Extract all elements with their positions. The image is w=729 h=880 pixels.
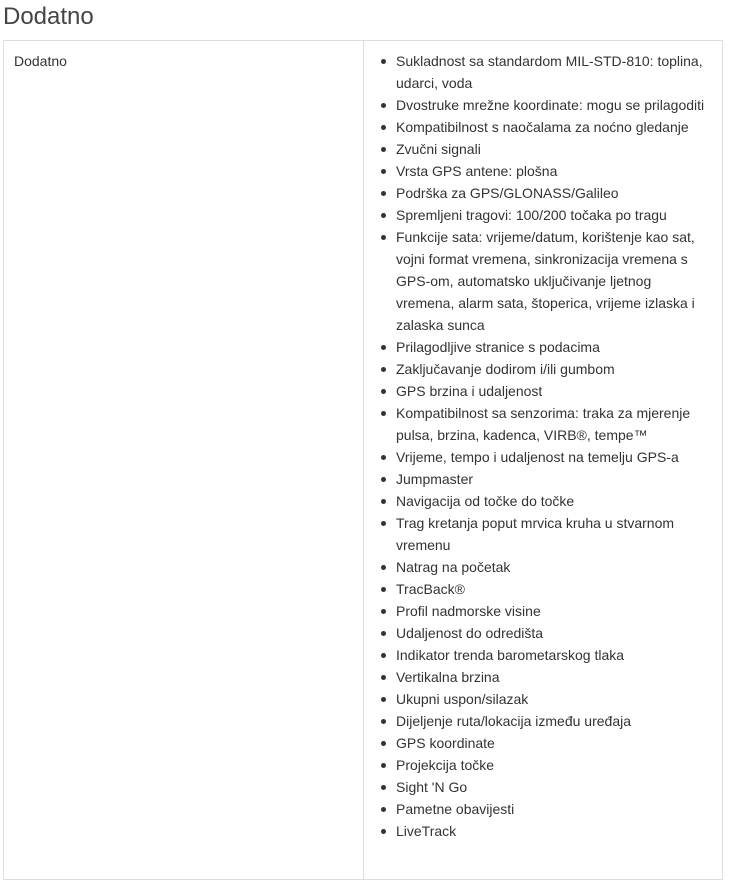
bullet-icon <box>381 829 386 834</box>
bullet-icon <box>381 169 386 174</box>
feature-list-item <box>396 578 712 600</box>
feature-list-item <box>396 776 712 798</box>
feature-list-item <box>396 336 712 358</box>
feature-text: Prilagodljive stranice s podacima <box>396 339 600 355</box>
feature-text: LiveTrack <box>396 823 457 839</box>
spec-label-cell <box>4 41 364 880</box>
feature-list-item <box>396 160 712 182</box>
feature-text: Vertikalna brzina <box>396 669 500 685</box>
bullet-icon <box>381 367 386 372</box>
feature-text: Profil nadmorske visine <box>396 603 541 619</box>
feature-list-item <box>396 204 712 226</box>
feature-text: Navigacija od točke do točke <box>396 493 575 509</box>
feature-text: TracBack® <box>396 581 465 597</box>
feature-text: GPS koordinate <box>396 735 495 751</box>
spec-table <box>3 40 723 880</box>
feature-list-item <box>396 446 712 468</box>
feature-list-item <box>396 94 712 116</box>
feature-list-item <box>396 138 712 160</box>
feature-text: Spremljeni tragovi: 100/200 točaka po tragu <box>396 207 667 223</box>
feature-text: Sight 'N Go <box>396 779 468 795</box>
bullet-icon <box>381 609 386 614</box>
feature-text: Projekcija točke <box>396 757 495 773</box>
feature-list-item <box>396 666 712 688</box>
feature-text: Sukladnost sa standardom MIL-STD-810: toplina, udarci, voda <box>396 53 703 91</box>
bullet-icon <box>381 565 386 570</box>
feature-list-item <box>396 820 712 842</box>
bullet-icon <box>381 521 386 526</box>
feature-list-item <box>396 512 712 556</box>
bullet-icon <box>381 477 386 482</box>
feature-text: Dvostruke mrežne koordinate: mogu se prilagoditi <box>396 97 705 113</box>
bullet-icon <box>381 455 386 460</box>
feature-list-item <box>396 644 712 666</box>
bullet-icon <box>381 697 386 702</box>
feature-list <box>364 41 722 842</box>
bullet-icon <box>381 411 386 416</box>
feature-text: GPS brzina i udaljenost <box>396 383 543 399</box>
bullet-icon <box>381 103 386 108</box>
bullet-icon <box>381 235 386 240</box>
feature-list-item <box>396 402 712 446</box>
bullet-icon <box>381 741 386 746</box>
feature-text: Zvučni signali <box>396 141 481 157</box>
feature-list-item <box>396 556 712 578</box>
bullet-icon <box>381 213 386 218</box>
feature-text: Udaljenost do odredišta <box>396 625 544 641</box>
feature-list-item <box>396 688 712 710</box>
bullet-icon <box>381 631 386 636</box>
feature-list-item <box>396 754 712 776</box>
table-row <box>4 41 723 880</box>
feature-text: Dijeljenje ruta/lokacija između uređaja <box>396 713 632 729</box>
feature-text: Podrška za GPS/GLONASS/Galileo <box>396 185 619 201</box>
bullet-icon <box>381 675 386 680</box>
feature-text: Natrag na početak <box>396 559 511 575</box>
bullet-icon <box>381 147 386 152</box>
feature-list-item <box>396 622 712 644</box>
feature-text: Kompatibilnost s naočalama za noćno gledanje <box>396 119 689 135</box>
feature-text: Zaključavanje dodirom i/ili gumbom <box>396 361 615 377</box>
bullet-icon <box>381 345 386 350</box>
feature-text: Vrsta GPS antene: plošna <box>396 163 558 179</box>
feature-list-item <box>396 116 712 138</box>
feature-list-item <box>396 490 712 512</box>
feature-list-item <box>396 226 712 336</box>
feature-list-item <box>396 600 712 622</box>
feature-list-item <box>396 50 712 94</box>
bullet-icon <box>381 763 386 768</box>
section-title: Dodatno <box>3 3 94 30</box>
bullet-icon <box>381 191 386 196</box>
bullet-icon <box>381 653 386 658</box>
feature-list-item <box>396 358 712 380</box>
bullet-icon <box>381 389 386 394</box>
feature-text: Jumpmaster <box>396 471 474 487</box>
bullet-icon <box>381 499 386 504</box>
feature-list-item <box>396 798 712 820</box>
feature-text: Kompatibilnost sa senzorima: traka za mjerenje pulsa, brzina, kadenca, VIRB®, tempe™ <box>396 405 691 443</box>
bullet-icon <box>381 785 386 790</box>
feature-list-item <box>396 710 712 732</box>
feature-text: Funkcije sata: vrijeme/datum, korištenje kao sat, vojni format vremena, sinkronizacija vremena s GPS-om, automatsko uključivanje ljetnog vremena, alarm sata, štoperica, vrijeme izlaska i zalaska sunca <box>396 229 695 333</box>
feature-list-item <box>396 380 712 402</box>
bullet-icon <box>381 587 386 592</box>
feature-text: Indikator trenda barometarskog tlaka <box>396 647 625 663</box>
bullet-icon <box>381 719 386 724</box>
feature-text: Pametne obavijesti <box>396 801 515 817</box>
feature-text: Ukupni uspon/silazak <box>396 691 529 707</box>
feature-list-item <box>396 732 712 754</box>
bullet-icon <box>381 59 386 64</box>
bullet-icon <box>381 125 386 130</box>
spec-label: Dodatno <box>14 53 67 69</box>
bullet-icon <box>381 807 386 812</box>
spec-value-cell <box>364 41 723 880</box>
feature-text: Trag kretanja poput mrvica kruha u stvarnom vremenu <box>396 515 675 553</box>
feature-list-item <box>396 182 712 204</box>
feature-list-item <box>396 468 712 490</box>
feature-text: Vrijeme, tempo i udaljenost na temelju GPS-a <box>396 449 679 465</box>
